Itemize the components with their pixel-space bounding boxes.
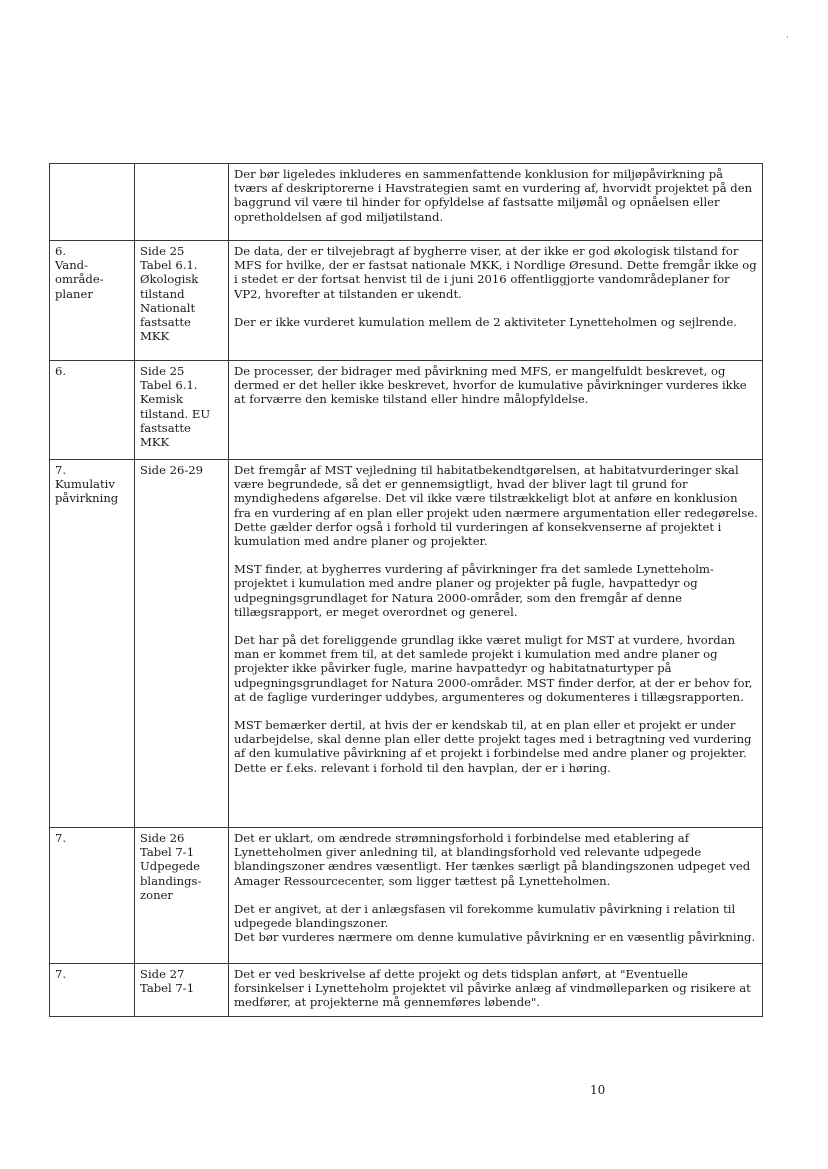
reference-cell — [135, 964, 229, 1017]
section-cell — [50, 460, 135, 828]
reference-cell — [135, 460, 229, 828]
section-line: 7. — [55, 967, 67, 981]
section-line: 6. — [55, 364, 67, 378]
table-row — [50, 241, 763, 361]
reference-line: Nationalt — [140, 300, 196, 315]
comment-paragraph: Det er angivet, at der i anlægsfasen vil forekomme kumulativ påvirkning i relation til udpegede blandingszoner. — [234, 901, 736, 931]
section-cell — [50, 964, 135, 1017]
comment-paragraph: Det har på det foreliggende grundlag ikke været muligt for MST at vurdere, hvordan man er kommet frem til, at det samlede projekt i kumulation med andre planer og projekter ikke påvirker fugle, marine havpattedyr og habitatnaturtyper på udpegningsgrundlaget for Natura 2000-områder. MST finder derfor, at der er behov for, at de faglige vurderinger uddybes, argumenteres og dokumenteres i tillægsrapporten. — [234, 633, 753, 704]
comment-paragraph: Det er ved beskrivelse af dette projekt og dets tidsplan anført, at "Eventuelle forsinkelser i Lynetteholm projektet vil påvirke anlæg af vindmølleparken og risikere at medfører, at projekterne må gennemføres løbende". — [234, 967, 751, 1010]
reference-line: Økologisk — [140, 272, 199, 287]
comment-paragraph: Det er uklart, om ændrede strømningsforhold i forbindelse med etablering af Lynetteholmen giver anledning til, at blandingsforhold ved relevante udpegede blandingszoner ændres væsentligt. Her tænkes særligt på blandingszonen udpeget ved Amager Ressourcecenter, som ligger tættest på Lynetteholmen. — [234, 831, 751, 888]
reference-line: fastsatte — [140, 420, 191, 435]
comment-cell — [229, 964, 763, 1017]
table-row — [50, 460, 763, 828]
reference-cell — [135, 828, 229, 964]
reference-cell — [135, 164, 229, 241]
reference-line: Tabel 6.1. — [140, 378, 198, 393]
section-line: 6. — [55, 244, 67, 258]
reference-line: zoner — [140, 887, 173, 902]
section-line: 7. — [55, 831, 67, 845]
comments-table — [49, 163, 763, 1017]
section-line: 7. — [55, 463, 67, 477]
reference-line: Side 27 — [140, 967, 185, 981]
comment-cell — [229, 828, 763, 964]
comment-cell — [229, 241, 763, 361]
section-line: Vand- — [55, 258, 89, 273]
reference-line: MKK — [140, 329, 170, 344]
reference-line: tilstand. EU — [140, 406, 211, 421]
section-line: planer — [55, 286, 93, 301]
corner-mark: · — [786, 33, 789, 43]
reference-line: Side 25 — [140, 364, 185, 378]
reference-line: MKK — [140, 435, 170, 450]
comment-cell — [229, 460, 763, 828]
comment-paragraph: Der bør ligeledes inkluderes en sammenfattende konklusion for miljøpåvirkning på tværs af deskriptorerne i Havstrategien samt en vurdering af, hvorvidt projektet på den baggrund vil være til hinder for opfyldelse af fastsatte miljømål og opnåelsen eller opretholdelsen af god miljøtilstand. — [234, 167, 753, 224]
reference-cell — [135, 361, 229, 460]
reference-line: Kemisk — [140, 392, 183, 407]
reference-line: blandings- — [140, 873, 202, 888]
comment-paragraph: Det fremgår af MST vejledning til habitatbekendtgørelsen, at habitatvurderinger skal være begrundede, så det er gennemsigtligt, hvad der bliver lagt til grund for myndighedens afgørelse. Det vil ikke være tilstrækkeligt blot at anføre en konklusion fra en vurdering af en plan eller projekt uden nærmere argumentation eller redegørelse. Dette gælder derfor også i forhold til vurderingen af konsekvenserne af projektet i kumulation med andre planer og projekter. — [234, 463, 758, 549]
comment-cell — [229, 164, 763, 241]
reference-line: Udpegede — [140, 859, 201, 874]
section-cell — [50, 164, 135, 241]
comment-paragraph: MST finder, at bygherres vurdering af påvirkninger fra det samlede Lynetteholm-projektet i kumulation med andre planer og projekter på fugle, havpattedyr og udpegningsgrundlaget for Natura 2000-områder, som den fremgår af denne tillægsrapport, er meget overordnet og generel. — [234, 562, 714, 619]
section-cell — [50, 241, 135, 361]
reference-line: Side 26-29 — [140, 463, 204, 477]
reference-line: tilstand — [140, 286, 185, 301]
comment-paragraph: Der er ikke vurderet kumulation mellem de 2 aktiviteter Lynetteholmen og sejlrende. — [234, 314, 737, 329]
table-row — [50, 964, 763, 1017]
table-row — [50, 361, 763, 460]
section-line: område- — [55, 272, 104, 287]
reference-line: Side 25 — [140, 244, 185, 258]
table-row — [50, 164, 763, 241]
table-row — [50, 828, 763, 964]
comment-paragraph: De data, der er tilvejebragt af bygherre viser, at der ikke er god økologisk tilstand for MFS for hvilke, der er fastsat nationale MKK, i Nordlige Øresund. Dette fremgår ikke og i stedet er der fortsat henvist til de i juni 2016 offentliggjorte vandområdeplaner for VP2, hvorefter at tilstanden er ukendt. — [234, 244, 757, 301]
comment-paragraph: De processer, der bidrager med påvirkning med MFS, er mangelfuldt beskrevet, og dermed er det heller ikke beskrevet, hvorfor de kumulative påvirkninger vurderes ikke at forværre den kemiske tilstand eller hindre målopfyldelse. — [234, 364, 747, 407]
page-number: 10 — [590, 1083, 606, 1097]
reference-cell — [135, 241, 229, 361]
comment-paragraph: MST bemærker dertil, at hvis der er kendskab til, at en plan eller et projekt er under udarbejdelse, skal denne plan eller dette projekt tages med i betragtning ved vurdering af den kumulative påvirkning af et projekt i forbindelse med andre planer og projekter. Dette er f.eks. relevant i forhold til den havplan, der er i høring. — [234, 718, 752, 775]
comment-paragraph: Det bør vurderes nærmere om denne kumulative påvirkning er en væsentlig påvirkning. — [234, 930, 756, 945]
reference-line: Side 26 — [140, 831, 185, 845]
section-line: påvirkning — [55, 491, 119, 506]
reference-line: fastsatte — [140, 315, 191, 330]
reference-line: Tabel 7-1 — [140, 845, 195, 860]
reference-line: Tabel 6.1. — [140, 258, 198, 273]
section-line: Kumulativ — [55, 477, 115, 492]
section-cell — [50, 361, 135, 460]
comment-cell — [229, 361, 763, 460]
reference-line: Tabel 7-1 — [140, 981, 195, 996]
section-cell — [50, 828, 135, 964]
